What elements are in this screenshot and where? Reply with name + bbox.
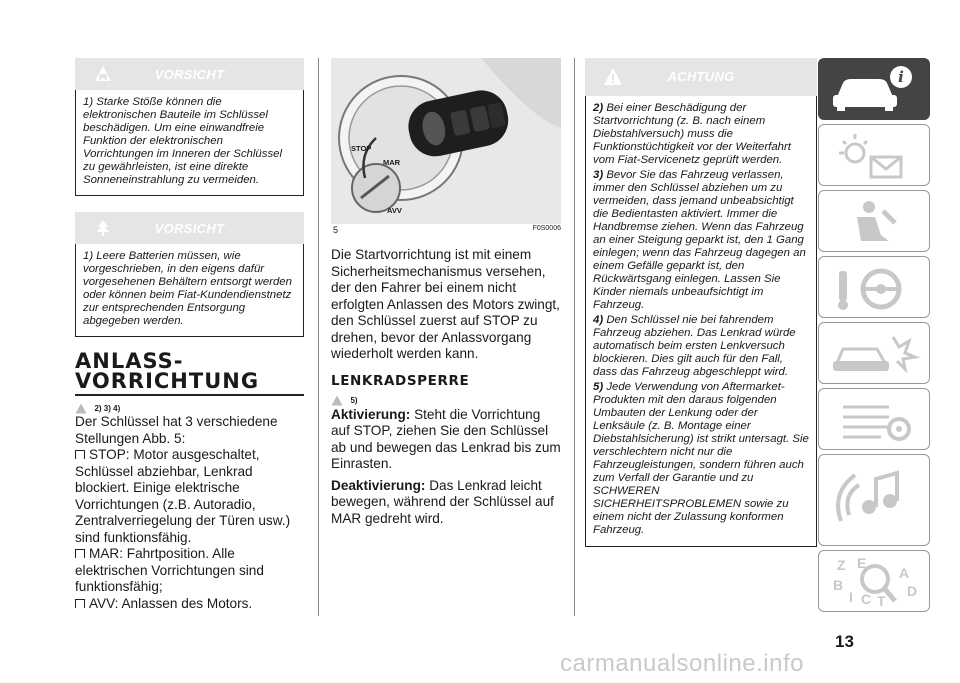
column-divider-2 (574, 58, 575, 616)
tab-alphabet-index[interactable] (818, 550, 930, 612)
warning-triangle-icon (75, 403, 87, 414)
figure-number: 5 (333, 225, 339, 235)
caution-box-2-title: VORSICHT (154, 221, 225, 236)
warning-item-text: Bevor Sie das Fahrzeug verlassen, immer den Schlüssel abziehen um zu vermeiden, dass jemand unbeabsichtigt die Bedientasten aktiviert. Immer die Handbremse ziehen. Wenn das Fahrzeug an einer Steigung geparkt ist, den 1 Gang einlegen; wenn das Fahrzeug dagegen an einem Gefälle geparkt ist, den Rückwärtsgang einlegen. Lassen Sie Kinder niemals unbeaufsichtigt im Fahrzeug. (593, 169, 806, 311)
caution-box-1-title: VORSICHT (154, 67, 225, 82)
warning-lights-icon (819, 125, 929, 185)
tab-maintenance[interactable] (818, 388, 930, 450)
index-letter: B (833, 577, 844, 593)
activation-paragraph (331, 407, 561, 473)
warning-item-number: 4) (593, 314, 604, 326)
tab-car-info[interactable] (818, 58, 930, 120)
figure-code: F0S0006 (532, 225, 561, 232)
heading-line-2: VORRICHTUNG (75, 369, 260, 393)
heading-line-1: ANLASS- (75, 349, 184, 373)
warning-item-number: 2) (593, 102, 604, 114)
tab-warning-lights[interactable] (818, 124, 930, 186)
page-number: 13 (835, 632, 854, 651)
figure-caption (331, 225, 561, 237)
warning-box-title: ACHTUNG (667, 69, 735, 84)
index-letter: I (849, 589, 853, 605)
tab-key-steering[interactable] (818, 256, 930, 318)
watermark: carmanualsonline.info (560, 650, 804, 677)
caution-box-2 (75, 212, 304, 337)
index-letter: D (907, 583, 918, 599)
caution-box-2-text: 1) Leere Batterien müssen, wie vorgeschrieben, in den eigens dafür vorgesehenen Behältern entsorgt werden oder können beim Fiat-Kundendienstnetz zur entsprechenden Entsorgung abgegeben werden. (75, 244, 304, 337)
warning-item-number: 5) (593, 381, 604, 393)
caution-box-1 (75, 58, 304, 196)
warning-box-header (585, 58, 817, 96)
warning-box-body (585, 96, 817, 547)
activation-text: Steht die Vorrichtung auf STOP, ziehen Sie den Schlüssel ab und bewegen das Lenkrad bis zum Einrasten. (331, 406, 561, 471)
figure-label-avv: AVV (387, 206, 402, 215)
tab-multimedia[interactable] (818, 454, 930, 546)
tab-car-crash[interactable] (818, 322, 930, 384)
section-heading (75, 351, 304, 396)
figure-label-mar: MAR (383, 158, 401, 167)
car-crash-icon (819, 323, 929, 383)
maintenance-icon (819, 389, 929, 449)
ignition-text (75, 414, 304, 612)
steering-lock-body (331, 407, 561, 528)
bullet-avv: AVV: Anlassen des Motors. (75, 596, 304, 613)
deactivation-label: Deaktivierung: (331, 477, 426, 493)
activation-label: Aktivierung: (331, 406, 411, 422)
warning-box (585, 58, 817, 547)
index-letter: E (857, 555, 867, 571)
warning-item (593, 169, 809, 312)
caution-box-2-header (75, 212, 304, 244)
warning-item (593, 314, 809, 379)
steering-lock-heading: LENKRADSPERRE (331, 372, 470, 389)
figure-label-stop: STOP (351, 144, 372, 153)
middle-body (331, 247, 561, 363)
warning-item (593, 381, 809, 537)
car-info-icon (819, 59, 929, 119)
safety-mechanism-text: Die Startvorrichtung ist mit einem Sicherheitsmechanismus versehen, der den Fahrer bei einem nicht erfolgten Anlassen des Motors zwingt, den Schlüssel zuerst auf STOP zu drehen, bevor der Anlassvorgang wiederholt werden kann. (331, 247, 560, 361)
deactivation-paragraph (331, 478, 561, 528)
deactivation-text: Das Lenkrad leicht bewegen, während der Schlüssel auf MAR gedreht wird. (331, 477, 554, 526)
steering-refs-row (331, 392, 561, 405)
left-column (75, 58, 304, 612)
right-column (585, 58, 817, 547)
caution-box-1-header (75, 58, 304, 90)
heading-underline (75, 394, 304, 396)
ignition-figure (331, 58, 561, 224)
index-letter: A (899, 565, 910, 581)
ignition-key-illustration (331, 58, 561, 224)
warning-triangle-icon (331, 395, 343, 406)
index-letter: C (861, 591, 872, 607)
multimedia-icon (819, 455, 929, 545)
middle-column (331, 58, 561, 527)
airbag-seat-icon (819, 191, 929, 251)
bullet-mar: MAR: Fahrtposition. Alle elektrischen Vorrichtungen sind funktionsfähig; (75, 546, 304, 596)
key-steering-icon (819, 257, 929, 317)
tab-airbag-seat[interactable] (818, 190, 930, 252)
bullet-stop: STOP: Motor ausgeschaltet, Schlüssel abziehbar, Lenkrad blockiert. Einige elektrische Vorrichtungen (z.B. Autoradio, Zentralverriegelung der Türen usw.) sind funktionsfähig. (75, 447, 304, 546)
warning-item-text: Den Schlüssel nie bei fahrendem Fahrzeug abziehen. Das Lenkrad würde automatisch beim ersten Lenkversuch blockieren. Dies gilt auch für den Fall, dass das Fahrzeug abgeschleppt wird. (593, 314, 796, 378)
steering-refs-text: 5) (350, 395, 358, 405)
refs-row (75, 400, 304, 414)
refs-text: 2) 3) 4) (94, 404, 121, 413)
ignition-intro: Der Schlüssel hat 3 verschiedene Stellungen Abb. 5: (75, 414, 278, 446)
index-letter: Z (837, 557, 846, 573)
warning-item-text: Bei einer Beschädigung der Startvorrichtung (z. B. nach einem Diebstahlversuch) muss die Funktionstüchtigkeit vor der Weiterfahrt vom Fiat-Servicenetz geprüft werden. (593, 102, 791, 166)
index-letter: T (877, 593, 886, 609)
warning-item-number: 3) (593, 169, 604, 181)
warning-item-text: Jede Verwendung von Aftermarket-Produkten mit den daraus folgenden Umbauten der Lenkung oder der Lenksäule (z. B. Montage einer Diebstahlsicherung) ist strikt untersagt. Sie verschlechtern nicht nur die Fahrzeugleistungen, sondern führen auch zum Verfall der Garantie und zu SCHWEREN SICHERHEITSPROBLEMEN sowie zu einem nicht der Zulassung konformen Fahrzeug. (593, 381, 809, 536)
svg-text:i: i (898, 68, 904, 86)
warning-item (593, 102, 809, 167)
column-divider-1 (318, 58, 319, 616)
caution-box-1-text: 1) Starke Stöße können die elektronischen Bauteile im Schlüssel beschädigen. Um eine einwandfreie Funktion der elektronischen Vorrichtungen im Inneren der Schlüssel zu gewährleisten, ist eine direkte Sonneneinstrahlung zu vermeiden. (75, 90, 304, 196)
